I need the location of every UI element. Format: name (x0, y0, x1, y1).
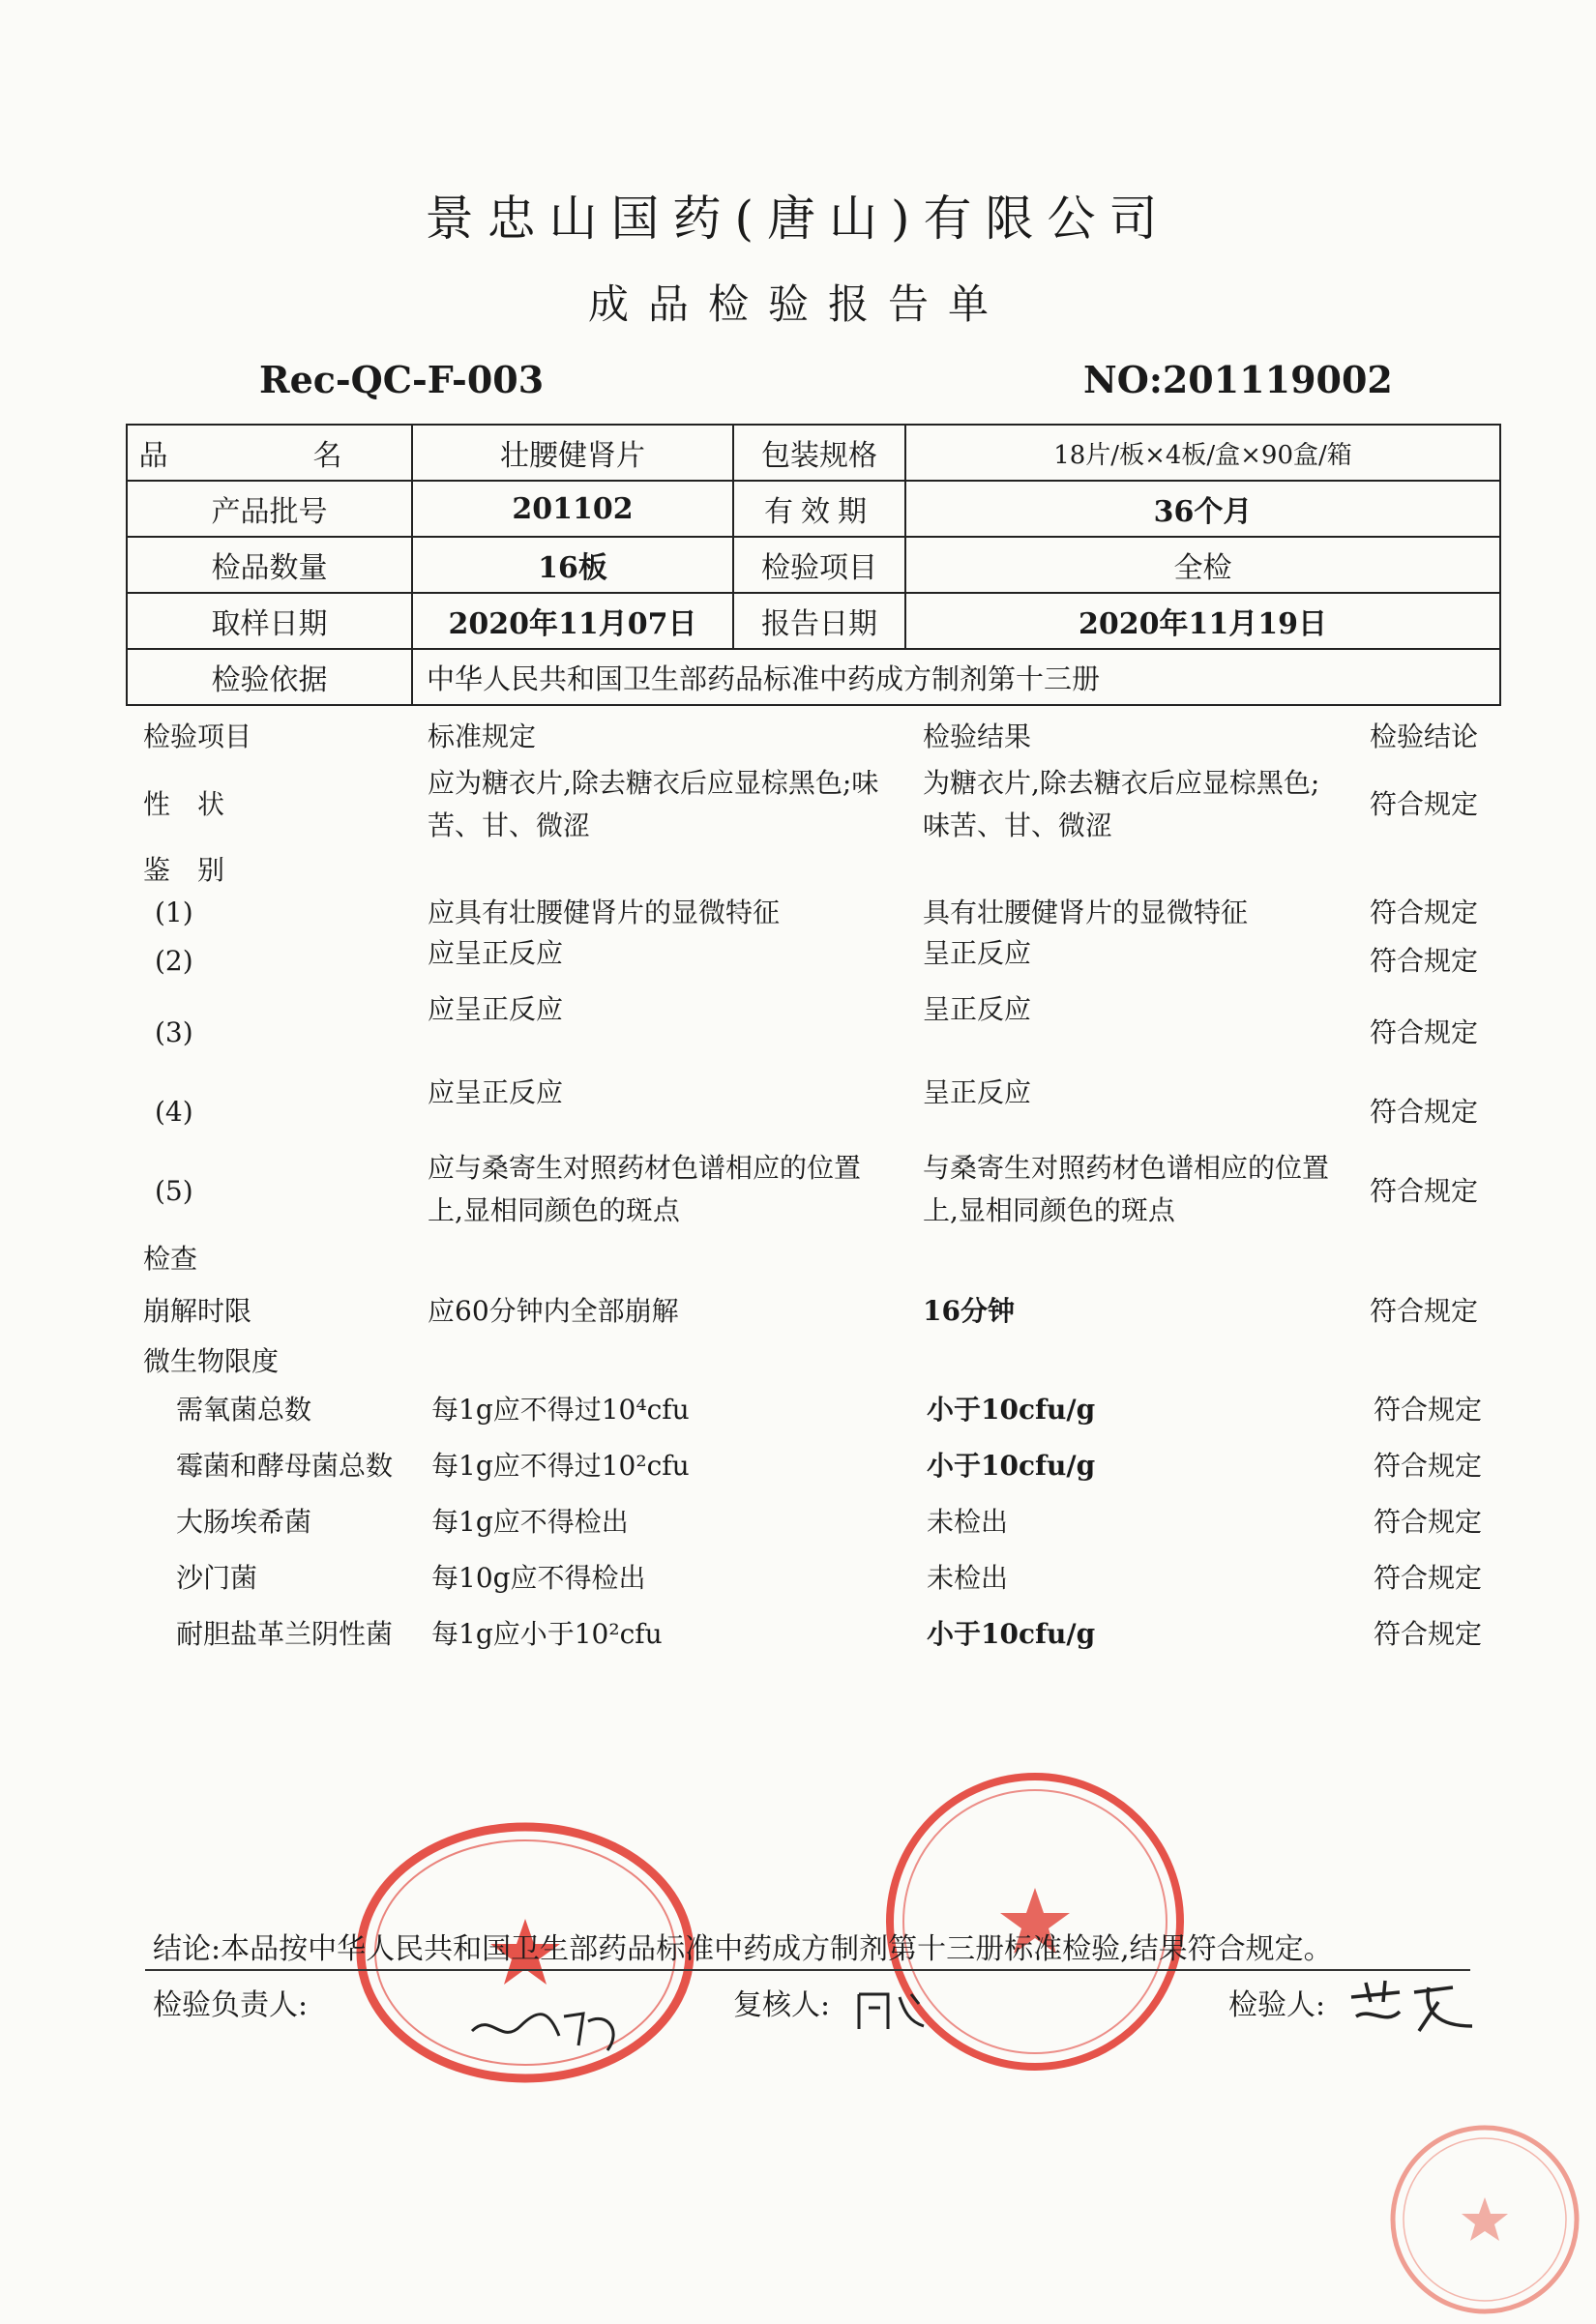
id5-standard: 应与桑寄生对照药材色谱相应的位置上,显相同颜色的斑点 (428, 1152, 862, 1226)
sample-date-label: 取样日期 (127, 593, 412, 649)
quantity-value: 16板 (412, 537, 733, 593)
salmonella-label: 沙门菌 (176, 1562, 258, 1594)
id4-standard: 应呈正反应 (428, 1076, 564, 1108)
test-item-label: 检验项目 (733, 537, 905, 593)
spec-label: 包装规格 (733, 425, 905, 481)
batch-label: 产品批号 (127, 481, 412, 537)
appearance-result: 为糖衣片,除去糖衣后应显棕黑色;味苦、甘、微涩 (923, 767, 1320, 841)
id2-verdict: 符合规定 (1370, 945, 1479, 977)
col-standard-heading: 标准规定 (428, 721, 537, 752)
table-row (127, 649, 1500, 705)
report-date-value: 2020年11月19日 (905, 593, 1500, 649)
salmonella-verdict: 符合规定 (1374, 1562, 1483, 1594)
batch-value: 201102 (412, 481, 733, 537)
disintegration-verdict: 符合规定 (1370, 1295, 1479, 1327)
appearance-standard: 应为糖衣片,除去糖衣后应显棕黑色;味苦、甘、微涩 (428, 767, 879, 841)
mold-label: 霉菌和酵母菌总数 (176, 1450, 394, 1482)
corner-stamp (1383, 2118, 1586, 2321)
product-name-label: 品 名 (127, 425, 412, 481)
test-item-value: 全检 (905, 537, 1500, 593)
inspector-signature (1346, 1973, 1482, 2041)
salmonella-standard: 每10g应不得检出 (431, 1562, 646, 1594)
aerobic-result: 小于10cfu/g (927, 1394, 1096, 1426)
id5-label: (5) (155, 1175, 193, 1207)
microbial-label: 微生物限度 (143, 1345, 280, 1377)
aerobic-verdict: 符合规定 (1374, 1394, 1483, 1426)
aerobic-standard: 每1g应不得过10⁴cfu (431, 1394, 690, 1426)
aerobic-label: 需氧菌总数 (176, 1394, 312, 1426)
report-title: 成品检验报告单 (587, 280, 1008, 328)
id5-result: 与桑寄生对照药材色谱相应的位置上,显相同颜色的斑点 (923, 1152, 1330, 1226)
table-row (127, 593, 1500, 649)
validity-label: 有效期 (733, 481, 905, 537)
id2-standard: 应呈正反应 (428, 937, 564, 969)
product-info-table (126, 424, 1501, 706)
mold-standard: 每1g应不得过10²cfu (431, 1450, 690, 1482)
ecoli-result: 未检出 (927, 1506, 1009, 1538)
table-row (127, 481, 1500, 537)
disintegration-label: 崩解时限 (143, 1295, 252, 1327)
table-row (127, 537, 1500, 593)
basis-value: 中华人民共和国卫生部药品标准中药成方制剂第十三册 (412, 649, 1500, 705)
responsible-signature (462, 1992, 636, 2060)
ecoli-standard: 每1g应不得检出 (431, 1506, 629, 1538)
id1-label: (1) (155, 897, 193, 928)
id3-result: 呈正反应 (923, 993, 1032, 1025)
col-verdict-heading: 检验结论 (1370, 721, 1479, 752)
id4-result: 呈正反应 (923, 1076, 1032, 1108)
quantity-label: 检品数量 (127, 537, 412, 593)
mold-verdict: 符合规定 (1374, 1450, 1483, 1482)
bile-label: 耐胆盐革兰阴性菌 (176, 1618, 394, 1650)
report-number: NO:201119002 (1083, 358, 1393, 401)
inspection-label: 检查 (143, 1243, 198, 1275)
id4-verdict: 符合规定 (1370, 1096, 1479, 1128)
id3-label: (3) (155, 1016, 193, 1048)
col-item-heading: 检验项目 (143, 721, 252, 752)
id1-result: 具有壮腰健肾片的显微特征 (923, 897, 1249, 928)
bile-standard: 每1g应小于10²cfu (431, 1618, 663, 1650)
bile-verdict: 符合规定 (1374, 1618, 1483, 1650)
reviewer-signature (851, 1983, 938, 2041)
appearance-verdict: 符合规定 (1370, 788, 1479, 820)
sample-date-value: 2020年11月07日 (412, 593, 733, 649)
company-name: 景忠山国药(唐山)有限公司 (425, 191, 1171, 247)
spec-value: 18片/板×4板/盒×90盒/箱 (905, 425, 1500, 481)
report-date-label: 报告日期 (733, 593, 905, 649)
id2-label: (2) (155, 945, 193, 977)
bile-result: 小于10cfu/g (927, 1618, 1096, 1650)
ecoli-label: 大肠埃希菌 (176, 1506, 312, 1538)
id3-verdict: 符合规定 (1370, 1016, 1479, 1048)
id4-label: (4) (155, 1096, 193, 1128)
col-result-heading: 检验结果 (923, 721, 1032, 752)
salmonella-result: 未检出 (927, 1562, 1009, 1594)
ecoli-verdict: 符合规定 (1374, 1506, 1483, 1538)
disintegration-standard: 应60分钟内全部崩解 (428, 1295, 679, 1327)
id5-verdict: 符合规定 (1370, 1175, 1479, 1207)
disintegration-result: 16分钟 (923, 1295, 1015, 1327)
appearance-label: 性 状 (143, 788, 225, 820)
inspector-label: 检验人: (1228, 1988, 1326, 2022)
validity-value: 36个月 (905, 481, 1500, 537)
id2-result: 呈正反应 (923, 937, 1032, 969)
mold-result: 小于10cfu/g (927, 1450, 1096, 1482)
form-code: Rec-QC-F-003 (259, 358, 545, 401)
identification-label: 鉴 别 (143, 854, 225, 886)
responsible-label: 检验负责人: (153, 1988, 309, 2022)
id1-verdict: 符合规定 (1370, 897, 1479, 928)
basis-label: 检验依据 (127, 649, 412, 705)
conclusion-text: 结论:本品按中华人民共和国卫生部药品标准中药成方制剂第十三册标准检验,结果符合规定。 (153, 1932, 1333, 1966)
product-name-value: 壮腰健肾片 (412, 425, 733, 481)
reviewer-label: 复核人: (733, 1988, 831, 2022)
id1-standard: 应具有壮腰健肾片的显微特征 (428, 897, 781, 928)
conclusion-underline (145, 1969, 1470, 1971)
id3-standard: 应呈正反应 (428, 993, 564, 1025)
table-row (127, 425, 1500, 481)
